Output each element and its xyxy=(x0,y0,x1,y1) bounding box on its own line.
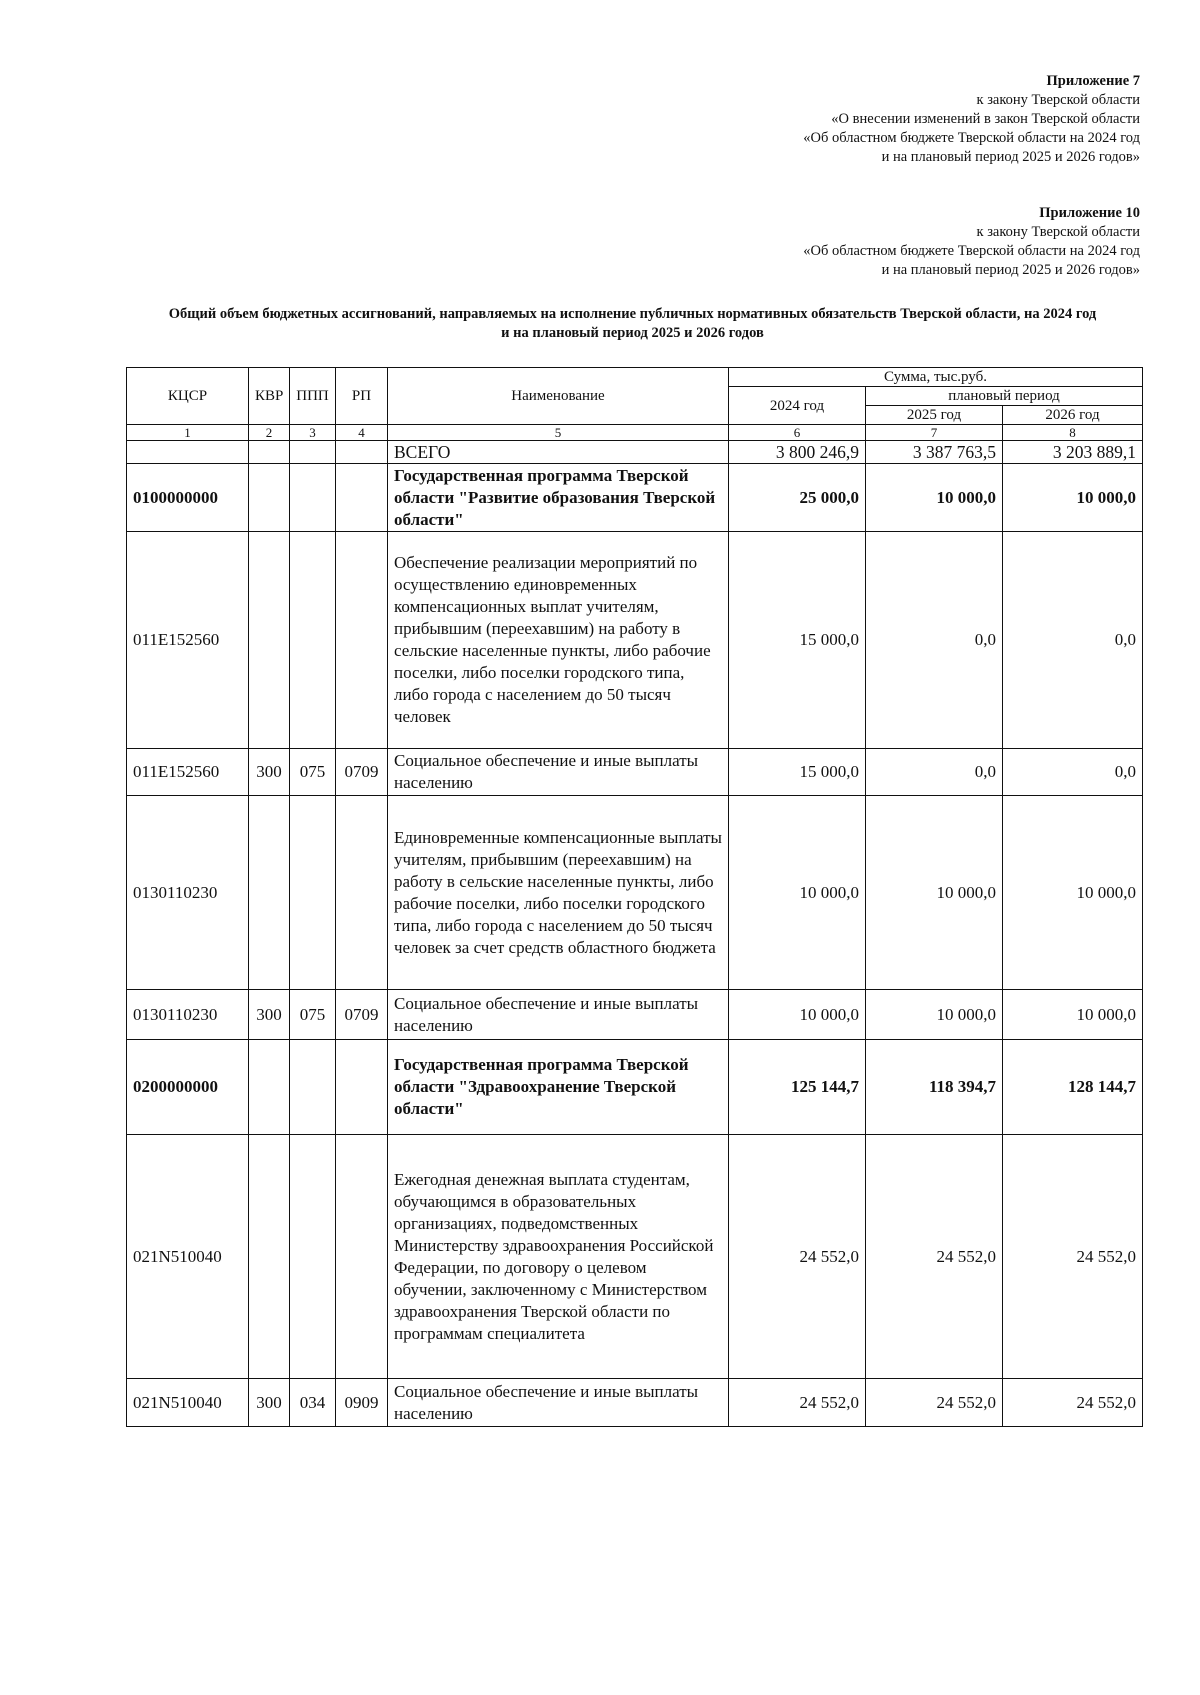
kvr-cell xyxy=(249,796,290,990)
appendix-10-title: Приложение 10 xyxy=(1039,205,1140,221)
name-cell: Государственная программа Тверской области "Развитие образования Тверской области" xyxy=(388,464,729,532)
kcsr-cell: 0200000000 xyxy=(127,1040,249,1135)
name-cell: Обеспечение реализации мероприятий по осуществлению единовременных компенсационных выплат учителям, прибывшим (переехавшим) на работу в сельские населенные пункты, либо рабочие поселки, либо поселки городского типа, либо города с населением до 50 тысяч человек xyxy=(388,532,729,749)
ppp-cell: 075 xyxy=(290,749,336,796)
value-2026-cell: 24 552,0 xyxy=(1003,1135,1143,1379)
rp-cell: 0909 xyxy=(336,1379,388,1427)
value-2026-cell: 0,0 xyxy=(1003,749,1143,796)
appendix-7-line-3: «Об областном бюджете Тверской области на 2024 год xyxy=(803,130,1140,146)
value-2025-cell: 10 000,0 xyxy=(866,796,1003,990)
value-2024-cell: 15 000,0 xyxy=(729,749,866,796)
header-2024: 2024 год xyxy=(729,387,866,425)
total-row xyxy=(127,441,1143,464)
document-title-line-2: и на плановый период 2025 и 2026 годов xyxy=(501,325,764,341)
column-number: 3 xyxy=(290,425,336,441)
kcsr-cell: 0130110230 xyxy=(127,796,249,990)
header-planning-period: плановый период xyxy=(866,387,1143,406)
kcsr-cell: 021N510040 xyxy=(127,1135,249,1379)
ppp-cell xyxy=(290,1040,336,1135)
appendix-7-header xyxy=(803,72,1140,167)
name-cell: Социальное обеспечение и иные выплаты населению xyxy=(388,1379,729,1427)
table-row xyxy=(127,1379,1143,1427)
rp-cell: 0709 xyxy=(336,749,388,796)
rp-cell xyxy=(336,1040,388,1135)
total-2026: 3 203 889,1 xyxy=(1003,441,1143,464)
value-2025-cell: 0,0 xyxy=(866,532,1003,749)
header-ppp: ППП xyxy=(290,368,336,425)
value-2024-cell: 24 552,0 xyxy=(729,1379,866,1427)
kcsr-cell: 021N510040 xyxy=(127,1379,249,1427)
column-number: 7 xyxy=(866,425,1003,441)
value-2024-cell: 125 144,7 xyxy=(729,1040,866,1135)
kvr-cell: 300 xyxy=(249,749,290,796)
table-row xyxy=(127,990,1143,1040)
ppp-cell xyxy=(290,796,336,990)
appendix-7-line-2: «О внесении изменений в закон Тверской области xyxy=(831,111,1140,127)
value-2024-cell: 24 552,0 xyxy=(729,1135,866,1379)
name-cell: Единовременные компенсационные выплаты учителям, прибывшим (переехавшим) на работу в сельские населенные пункты, либо рабочие поселки, либо поселки городского типа, либо города с населением до 50 тысяч человек за счет средств областного бюджета xyxy=(388,796,729,990)
table-row xyxy=(127,1135,1143,1379)
table-row xyxy=(127,464,1143,532)
value-2024-cell: 15 000,0 xyxy=(729,532,866,749)
header-rp: РП xyxy=(336,368,388,425)
kvr-cell xyxy=(249,1135,290,1379)
ppp-cell xyxy=(290,1135,336,1379)
kvr-cell xyxy=(249,1040,290,1135)
name-cell: Социальное обеспечение и иные выплаты населению xyxy=(388,990,729,1040)
kvr-cell: 300 xyxy=(249,1379,290,1427)
ppp-cell xyxy=(290,532,336,749)
value-2025-cell: 10 000,0 xyxy=(866,990,1003,1040)
table-row xyxy=(127,1040,1143,1135)
value-2026-cell: 0,0 xyxy=(1003,532,1143,749)
name-cell: Государственная программа Тверской области "Здравоохранение Тверской области" xyxy=(388,1040,729,1135)
header-sum: Сумма, тыс.руб. xyxy=(729,368,1143,387)
table-row xyxy=(127,749,1143,796)
value-2026-cell: 24 552,0 xyxy=(1003,1379,1143,1427)
appendix-7-title: Приложение 7 xyxy=(1046,73,1140,89)
total-label: ВСЕГО xyxy=(388,441,729,464)
appendix-10-line-3: и на плановый период 2025 и 2026 годов» xyxy=(881,262,1140,278)
appendix-7-line-1: к закону Тверской области xyxy=(976,92,1140,108)
value-2025-cell: 24 552,0 xyxy=(866,1135,1003,1379)
value-2024-cell: 25 000,0 xyxy=(729,464,866,532)
rp-cell xyxy=(336,1135,388,1379)
kcsr-cell: 011E152560 xyxy=(127,749,249,796)
kcsr-cell: 0100000000 xyxy=(127,464,249,532)
value-2026-cell: 10 000,0 xyxy=(1003,990,1143,1040)
document-title xyxy=(125,305,1140,343)
kvr-cell: 300 xyxy=(249,990,290,1040)
total-2024: 3 800 246,9 xyxy=(729,441,866,464)
appendix-10-header xyxy=(803,204,1140,280)
value-2026-cell: 10 000,0 xyxy=(1003,796,1143,990)
value-2024-cell: 10 000,0 xyxy=(729,796,866,990)
kcsr-cell: 0130110230 xyxy=(127,990,249,1040)
header-kvr: КВР xyxy=(249,368,290,425)
header-2025: 2025 год xyxy=(866,406,1003,425)
ppp-cell: 034 xyxy=(290,1379,336,1427)
value-2026-cell: 128 144,7 xyxy=(1003,1040,1143,1135)
value-2025-cell: 24 552,0 xyxy=(866,1379,1003,1427)
ppp-cell: 075 xyxy=(290,990,336,1040)
value-2026-cell: 10 000,0 xyxy=(1003,464,1143,532)
table-row xyxy=(127,796,1143,990)
value-2024-cell: 10 000,0 xyxy=(729,990,866,1040)
ppp-cell xyxy=(290,464,336,532)
value-2025-cell: 0,0 xyxy=(866,749,1003,796)
column-number: 4 xyxy=(336,425,388,441)
document-title-line-1: Общий объем бюджетных ассигнований, направляемых на исполнение публичных нормативных обязательств Тверской области, на 2024 год xyxy=(168,306,1097,322)
column-number: 2 xyxy=(249,425,290,441)
header-2026: 2026 год xyxy=(1003,406,1143,425)
column-number: 5 xyxy=(388,425,729,441)
total-2025: 3 387 763,5 xyxy=(866,441,1003,464)
header-name: Наименование xyxy=(388,368,729,425)
value-2025-cell: 118 394,7 xyxy=(866,1040,1003,1135)
name-cell: Социальное обеспечение и иные выплаты населению xyxy=(388,749,729,796)
value-2025-cell: 10 000,0 xyxy=(866,464,1003,532)
rp-cell xyxy=(336,464,388,532)
appendix-10-line-1: к закону Тверской области xyxy=(976,224,1140,240)
kvr-cell xyxy=(249,532,290,749)
budget-table xyxy=(126,367,1143,1427)
kvr-cell xyxy=(249,464,290,532)
column-number: 8 xyxy=(1003,425,1143,441)
rp-cell: 0709 xyxy=(336,990,388,1040)
header-kcsr: КЦСР xyxy=(127,368,249,425)
table-row xyxy=(127,532,1143,749)
column-number-row xyxy=(127,425,1143,441)
rp-cell xyxy=(336,532,388,749)
kcsr-cell: 011E152560 xyxy=(127,532,249,749)
appendix-10-line-2: «Об областном бюджете Тверской области на 2024 год xyxy=(803,243,1140,259)
column-number: 1 xyxy=(127,425,249,441)
name-cell: Ежегодная денежная выплата студентам, обучающимся в образовательных организациях, подведомственных Министерству здравоохранения Российской Федерации, по договору о целевом обучении, заключенному с Министерством здравоохранения Тверской области по программам специалитета xyxy=(388,1135,729,1379)
appendix-7-line-4: и на плановый период 2025 и 2026 годов» xyxy=(881,149,1140,165)
rp-cell xyxy=(336,796,388,990)
column-number: 6 xyxy=(729,425,866,441)
